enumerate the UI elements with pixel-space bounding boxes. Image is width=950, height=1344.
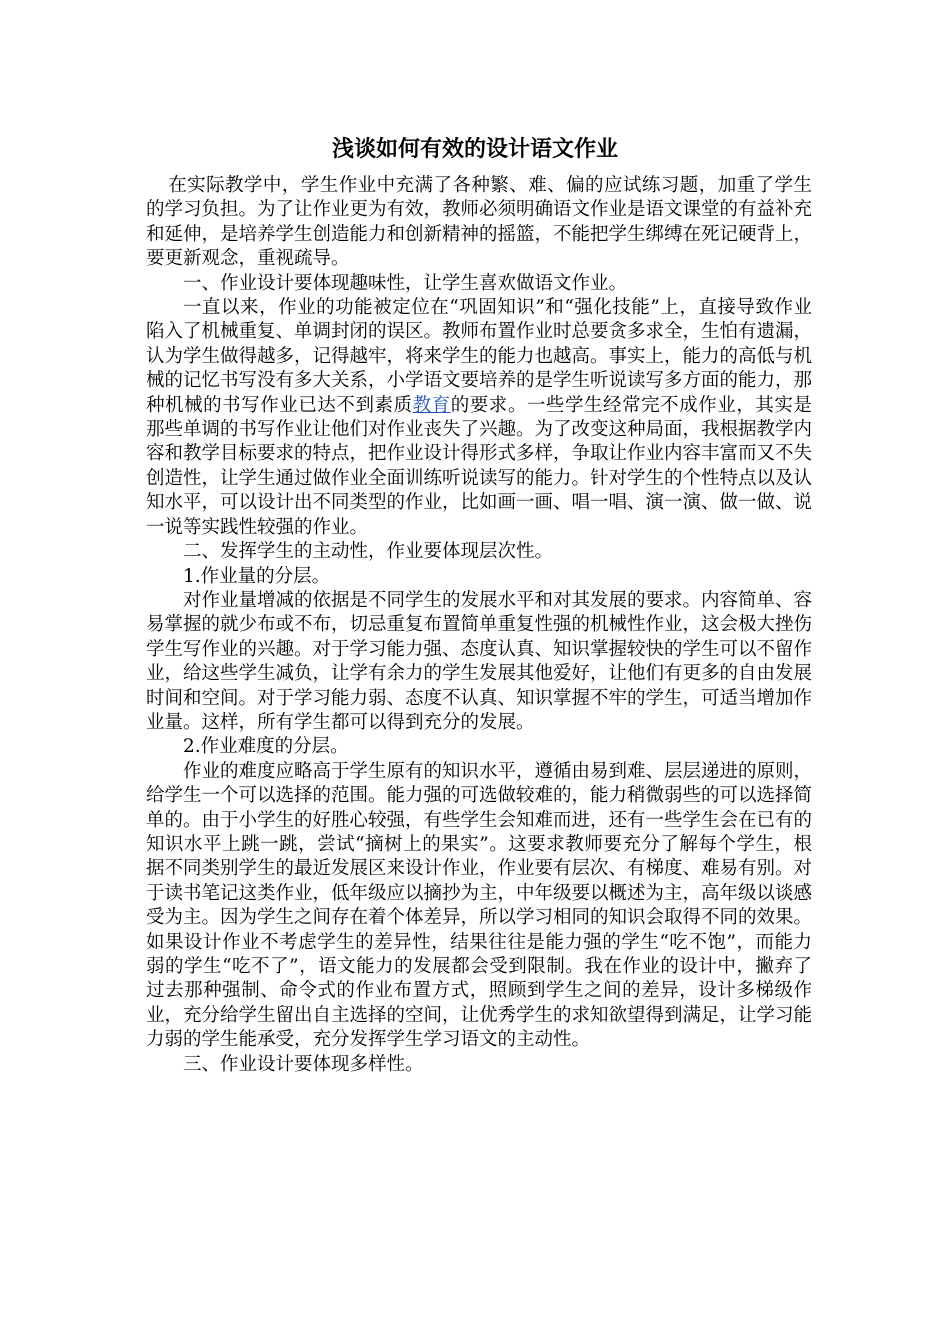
section-1-text-after-link: 的要求。一些学生经常完不成作业，其实是那些单调的书写作业让他们对作业丧失了兴趣。为了改变这种局面，我根据教学内容和教学目标要求的特点，把作业设计得形式多样，争取让作业内容丰富而又不失创造性，让学生通过做作业全面训练听说读写的能力。针对学生的个性特点以及认知水平，可以设计出不同类型的作业，比如画一画、唱一唱、演一演、做一做、说一说等实践性较强的作业。: [146, 394, 813, 538]
section-heading-2: 二、发挥学生的主动性，作业要体现层次性。: [183, 541, 554, 563]
intro-paragraph: 在实际教学中，学生作业中充满了各种繁、难、偏的应试练习题，加重了学生的学习负担。为了让作业更为有效，教师必须明确语文作业是语文课堂的有益补充和延伸，是培养学生创造能力和创新精神的摇篮，不能把学生绑缚在死记硬背上，要更新观念，重视疏导。: [146, 175, 813, 270]
education-link[interactable]: 教育: [412, 394, 451, 416]
section-1-text-before-link: 一直以来，作业的功能被定位在“巩固知识”和“强化技能”上，直接导致作业陷入了机械重复、单调封闭的误区。教师布置作业时总要贪多求全，生怕有遗漏，认为学生做得越多，记得越牢，将来学生的能力也越高。事实上，能力的高低与机械的记忆书写没有多大关系，小学语文要培养的是学生听说读写多方面的能力，那种机械的书写作业已达不到素质: [146, 297, 813, 416]
section-2-2-paragraph: 作业的难度应略高于学生原有的知识水平，遵循由易到难、层层递进的原则，给学生一个可以选择的范围。能力强的可选做较难的，能力稍微弱些的可以选择简单的。由于小学生的好胜心较强，有些学生会知难而进，还有一些学生会在已有的知识水平上跳一跳，尝试“摘树上的果实”。这要求教师要充分了解每个学生，根据不同类别学生的最近发展区来设计作业，作业要有层次、有梯度、难易有别。对于读书笔记这类作业，低年级应以摘抄为主，中年级要以概述为主，高年级以谈感受为主。因为学生之间存在着个体差异，所以学习相同的知识会取得不同的效果。如果设计作业不考虑学生的差异性，结果往往是能力强的学生“吃不饱”，而能力弱的学生“吃不了”，语文能力的发展都会受到限制。我在作业的设计中，撇弃了过去那种强制、命令式的作业布置方式，照顾到学生之间的差异，设计多梯级作业，充分给学生留出自主选择的空间，让优秀学生的求知欲望得到满足，让学习能力弱的学生能承受，充分发挥学生学习语文的主动性。: [146, 760, 813, 1051]
section-heading-3: 三、作业设计要体现多样性。: [183, 1053, 424, 1075]
section-2-1-paragraph: 对作业量增减的依据是不同学生的发展水平和对其发展的要求。内容简单、容易掌握的就少布或不布，切忌重复布置简单重复性强的机械性作业，这会极大挫伤学生写作业的兴趣。对于学习能力强、态度认真、知识掌握较快的学生可以不留作业，给这些学生减负，让学有余力的学生发展其他爱好，让他们有更多的自由发展时间和空间。对于学习能力弱、态度不认真、知识掌握不牢的学生，可适当增加作业量。这样，所有学生都可以得到充分的发展。: [146, 589, 813, 733]
sub-heading-2-2: 2.作业难度的分层。: [183, 736, 349, 758]
document-body: [146, 174, 812, 1077]
section-1-paragraph: [146, 296, 812, 540]
section-heading-1: 一、作业设计要体现趣味性，让学生喜欢做语文作业。: [183, 272, 628, 294]
document-title: 浅谈如何有效的设计语文作业: [331, 136, 618, 162]
sub-heading-2-1: 1.作业量的分层。: [183, 565, 331, 587]
